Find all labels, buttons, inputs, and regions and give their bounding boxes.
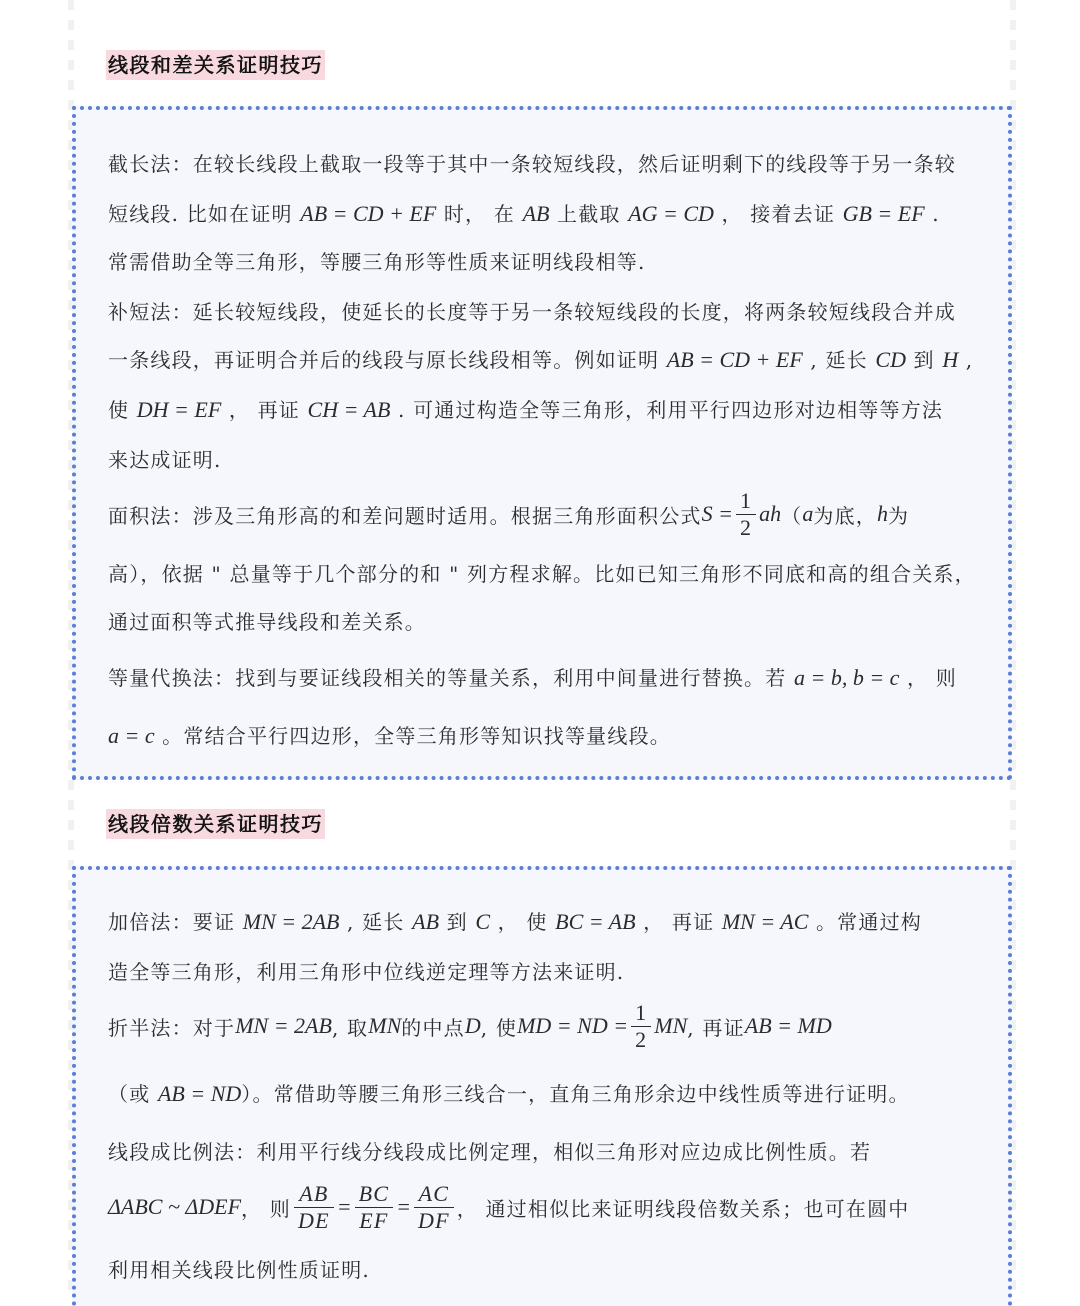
fraction-ac-df: $\frac{AC}{DF}$ bbox=[414, 1183, 454, 1232]
fraction-half: $\frac{1}{2}$ bbox=[736, 490, 756, 539]
formula: AB bbox=[522, 201, 550, 226]
formula: AB bbox=[412, 909, 440, 934]
text-line: 短线段. 比如在证明 AB = CD + EF 时， 在 AB 上截取 AG = CD ， 接着去证 GB = EF . bbox=[108, 201, 940, 226]
text-line: 使 DH = EF ， 再证 CH = AB . 可通过构造全等三角形，利用平行四边形对边相等等方法 bbox=[108, 397, 944, 422]
fraction-half: $\frac{1}{2}$ bbox=[631, 1002, 651, 1051]
multiple-relation-panel bbox=[72, 866, 1012, 1306]
text-line: 补短法：延长较短线段，使延长的长度等于另一条较短线段的长度，将两条较短线段合并成 bbox=[108, 300, 956, 324]
formula: MN = AC bbox=[721, 909, 809, 934]
text-line: 利用相关线段比例性质证明. bbox=[108, 1258, 370, 1282]
formula: DH = EF bbox=[136, 397, 222, 422]
text-line: ΔABC ~ ΔDEF ， 则 $\frac{AB}{DE}$ = $\frac{BC}{EF}$ = $\frac{AC}{DF}$ ， 通过相似比来证明线段倍数关系；也可在圆中 bbox=[108, 1180, 910, 1233]
formula: GB = EF bbox=[842, 201, 925, 226]
formula: a bbox=[802, 501, 814, 526]
formula: CH = AB bbox=[307, 397, 391, 422]
text-line: 常需借助全等三角形，等腰三角形等性质来证明线段相等. bbox=[108, 250, 646, 274]
text-line: 造全等三角形，利用三角形中位线逆定理等方法来证明. bbox=[108, 960, 625, 984]
text-line: 通过面积等式推导线段和差关系。 bbox=[108, 610, 426, 634]
formula: AB = ND bbox=[157, 1081, 242, 1106]
formula: MN bbox=[654, 1013, 688, 1038]
text-line: 等量代换法：找到与要证线段相关的等量关系，利用中间量进行替换。若 a = b, b = c ， 则 bbox=[108, 665, 957, 690]
formula: MN = 2AB bbox=[242, 909, 340, 934]
formula: AB = CD + EF bbox=[300, 201, 437, 226]
formula: a = c bbox=[108, 723, 155, 748]
formula: AG = CD bbox=[628, 201, 714, 226]
formula: MN = 2AB bbox=[235, 1013, 332, 1038]
formula: MD = ND = bbox=[517, 1013, 629, 1038]
formula: h bbox=[876, 501, 888, 526]
text-line: 线段成比例法：利用平行线分线段成比例定理，相似三角形对应边成比例性质。若 bbox=[108, 1140, 872, 1164]
text-line: 截长法：在较长线段上截取一段等于其中一条较短线段，然后证明剩下的线段等于另一条较 bbox=[108, 152, 956, 176]
formula: BC = AB bbox=[555, 909, 636, 934]
text-line: 面积法：涉及三角形高的和差问题时适用。根据三角形面积公式 S = $\frac{1}{2}$ ah （ a 为底， h 为 bbox=[108, 487, 910, 540]
formula: CD bbox=[875, 347, 906, 372]
text-line: 一条线段，再证明合并后的线段与原长线段相等。例如证明 AB = CD + EF , 延长 CD 到 H , bbox=[108, 347, 974, 372]
formula: AB = MD bbox=[744, 1013, 832, 1038]
formula: S = bbox=[701, 501, 733, 526]
section-heading-multiple: 线段倍数关系证明技巧 bbox=[106, 809, 325, 839]
text-line: 高），依据 " 总量等于几个部分的和 " 列方程求解。比如已知三角形不同底和高的组合关系， bbox=[108, 562, 976, 586]
section-heading-sum-difference: 线段和差关系证明技巧 bbox=[106, 50, 325, 80]
text-line: 加倍法：要证 MN = 2AB , 延长 AB 到 C ， 使 BC = AB ， 再证 MN = AC 。常通过构 bbox=[108, 909, 922, 934]
formula: C bbox=[475, 909, 491, 934]
text-line: （或 AB = ND）。常借助等腰三角形三线合一，直角三角形余边中线性质等进行证明。 bbox=[108, 1081, 910, 1106]
text-line: a = c 。常结合平行四边形，全等三角形等知识找等量线段。 bbox=[108, 723, 671, 748]
sum-difference-panel bbox=[72, 106, 1012, 780]
formula: = bbox=[396, 1194, 411, 1219]
text-line: 来达成证明. bbox=[108, 448, 222, 472]
formula: = bbox=[336, 1194, 352, 1219]
formula: ΔABC ~ ΔDEF bbox=[108, 1194, 242, 1219]
fraction-bc-ef: $\frac{BC}{EF}$ bbox=[355, 1183, 394, 1232]
formula: MN bbox=[368, 1013, 402, 1038]
formula: H bbox=[942, 347, 959, 372]
formula: a = b, b = c bbox=[793, 665, 900, 690]
text-line: 折半法：对于 MN = 2AB , 取 MN 的中点 D , 使 MD = ND = $\frac{1}{2}$ MN , 再证 AB = MD bbox=[108, 999, 832, 1052]
formula: D bbox=[464, 1013, 481, 1038]
formula: AB = CD + EF bbox=[666, 347, 803, 372]
fraction-ab-de: $\frac{AB}{DE}$ bbox=[294, 1183, 334, 1232]
formula: ah bbox=[759, 501, 782, 526]
